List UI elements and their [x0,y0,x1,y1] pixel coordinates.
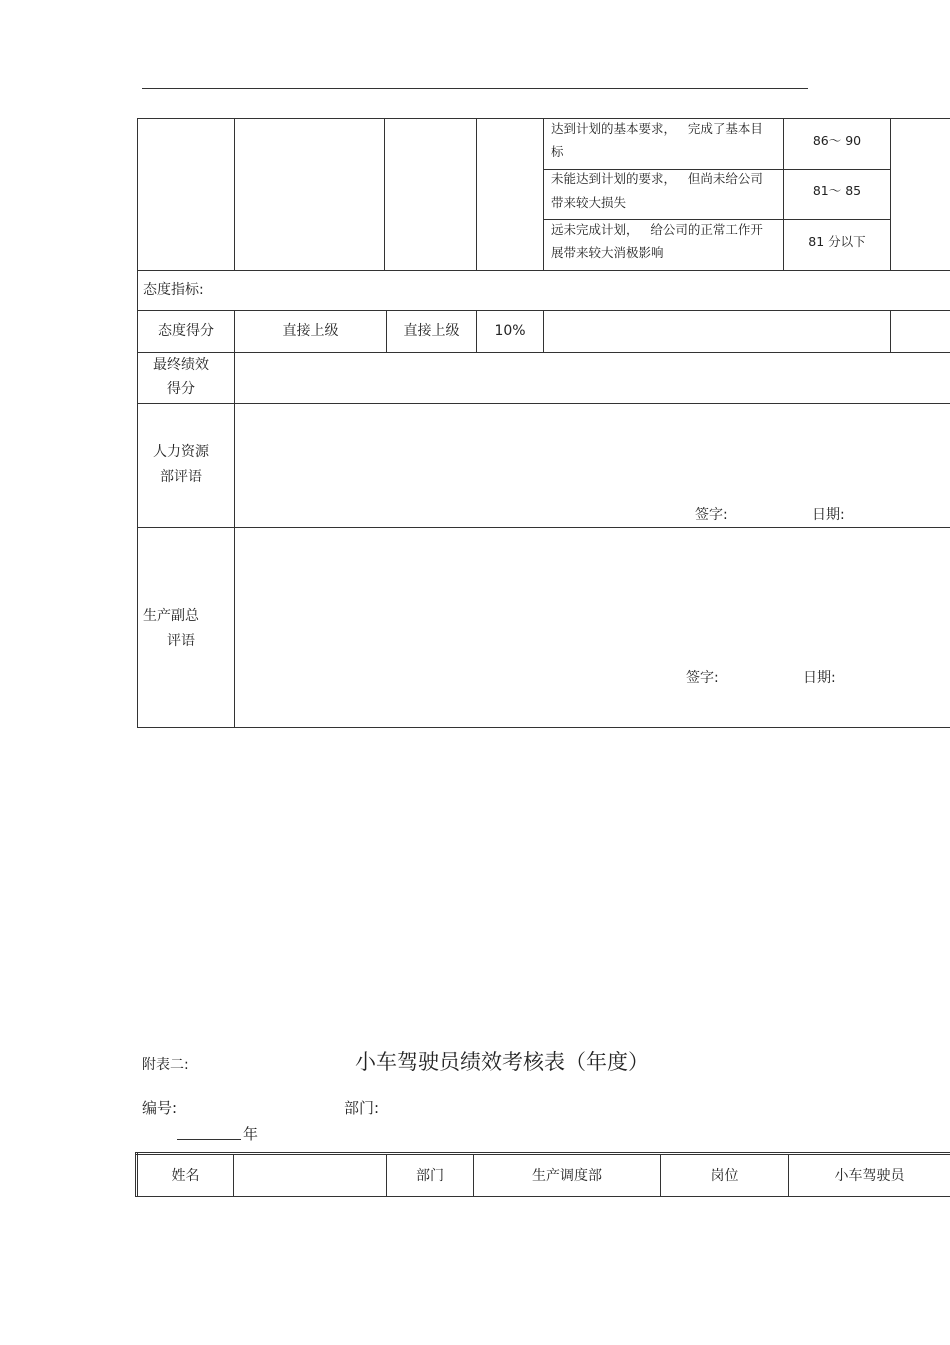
info-dept-label: 部门 [416,1168,444,1184]
attitude-indicator-label: 态度指标: [143,282,204,298]
form-title: 小车驾驶员绩效考核表（年度） [355,1050,649,1074]
col-divider-a [234,118,235,270]
number-label: 编号: [142,1099,178,1117]
header-rule [142,88,808,89]
attitude-score-label: 态度得分 [158,323,214,339]
criteria-score-2: 81～ 85 [812,183,862,198]
attitude-scorer: 直接上级 [282,323,339,339]
appendix-label: 附表二: [142,1057,189,1073]
col-divider-b [384,118,385,270]
criteria-score-3: 81 分以下 [808,234,866,249]
comment-col-divider [234,352,235,728]
row-divider-5 [137,527,950,528]
criteria-desc-2-line1: 未能达到计划的要求， 但尚未给公司 [551,171,763,186]
hr-comment-label-line2: 部评语 [160,469,202,485]
criteria-desc-2-line2: 带来较大损失 [551,195,627,210]
name-label: 姓名 [171,1168,200,1184]
criteria-score-1: 86～ 90 [812,133,862,148]
attitude-weight: 10% [494,323,526,339]
criteria-desc-3-line2: 展带来较大消极影响 [551,245,664,260]
attitude-col-5 [890,310,891,352]
position-label: 岗位 [710,1168,739,1184]
col-divider-f [890,118,891,270]
info-dept-value: 生产调度部 [532,1168,602,1184]
year-suffix: 年 [243,1125,259,1143]
row-divider-3 [137,352,950,353]
hr-comment-label-line1: 人力资源 [153,444,209,460]
hr-date-label: 日期: [812,507,845,523]
info-table-border-bottom [135,1196,950,1197]
info-table-border-top [135,1152,950,1155]
table-border-left [137,118,138,728]
final-score-label-line2: 得分 [167,381,195,397]
vp-sign-label: 签字: [686,670,719,686]
row-divider-1 [137,270,950,271]
vp-date-label: 日期: [803,670,836,686]
vp-comment-label-line1: 生产副总 [143,608,199,624]
attitude-approver: 直接上级 [403,323,460,339]
department-label: 部门: [344,1099,380,1117]
criteria-desc-1-line2: 标 [551,144,564,159]
row-divider-4 [137,403,950,404]
final-score-label-line1: 最终绩效 [153,357,209,373]
position-value: 小车驾驶员 [834,1168,905,1184]
attitude-col-4 [543,310,544,352]
table-border-bottom [137,727,950,728]
hr-sign-label: 签字: [695,507,728,523]
col-divider-c [476,118,477,270]
info-col-1 [233,1155,234,1196]
criteria-desc-1-line1: 达到计划的基本要求， 完成了基本目 [551,121,763,136]
year-blank-line [177,1139,241,1140]
col-divider-d [543,118,544,270]
criteria-desc-3-line1: 远未完成计划， 给公司的正常工作开 [551,222,763,237]
vp-comment-label-line2: 评语 [167,633,195,649]
